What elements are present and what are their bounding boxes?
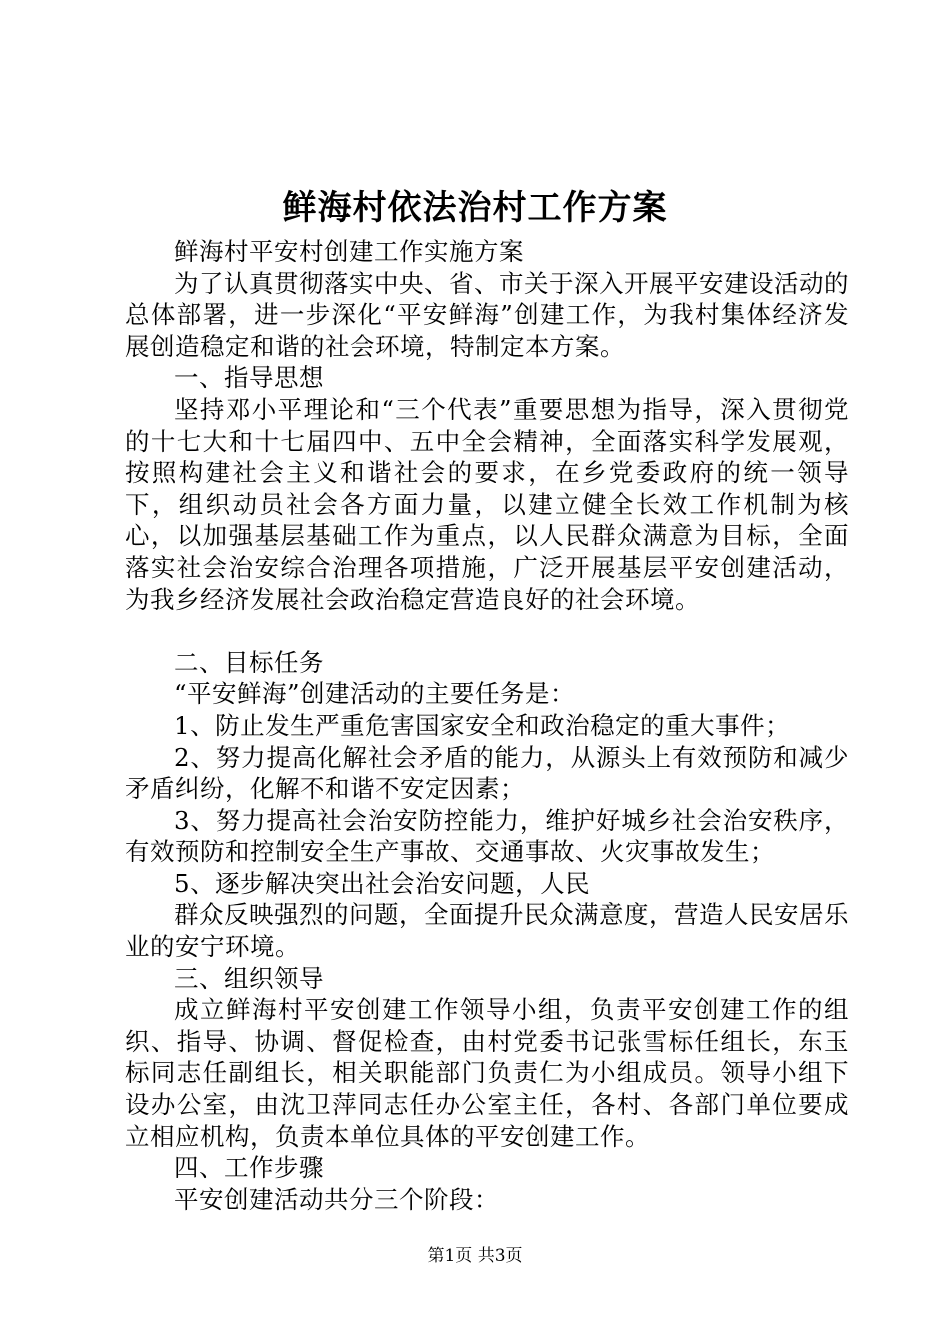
intro-paragraph: 为了认真贯彻落实中央、省、市关于深入开展平安建设活动的总体部署，进一步深化“平安鲜海”创建工作，为我村集体经济发展创造稳定和谐的社会环境，特制定本方案。	[125, 268, 849, 361]
goal-item-1: 1、防止发生严重危害国家安全和政治稳定的重大事件；	[174, 710, 791, 740]
document-body	[125, 236, 849, 1215]
document-title: 鲜海村依法治村工作方案	[282, 188, 668, 228]
section-heading-organization: 三、组织领导	[174, 963, 324, 993]
goals-intro-paragraph: “平安鲜海”创建活动的主要任务是：	[174, 679, 576, 709]
goal-item-5-continued: 群众反映强烈的问题，全面提升民众满意度，营造人民安居乐业的安宁环境。	[125, 900, 849, 962]
goal-item-2: 2、努力提高化解社会矛盾的能力，从源头上有效预防和减少矛盾纠纷，化解不和谐不安定因素；	[125, 742, 849, 804]
page-number-footer: 第1页 共3页	[427, 1246, 523, 1266]
section-heading-work-steps: 四、工作步骤	[174, 1153, 324, 1183]
work-steps-paragraph: 平安创建活动共分三个阶段：	[174, 1184, 499, 1214]
subtitle-paragraph: 鲜海村平安村创建工作实施方案	[174, 237, 524, 266]
section-heading-guiding-thought: 一、指导思想	[174, 363, 324, 393]
section-heading-goals: 二、目标任务	[174, 647, 324, 677]
organization-paragraph: 成立鲜海村平安创建工作领导小组，负责平安创建工作的组织、指导、协调、督促检查，由村党委书记张雪标任组长，东玉标同志任副组长，相关职能部门负责仁为小组成员。领导小组下设办公室，由沈卫萍同志任办公室主任，各村、各部门单位要成立相应机构，负责本单位具体的平安创建工作。	[125, 995, 849, 1151]
guiding-thought-paragraph: 坚持邓小平理论和“三个代表”重要思想为指导，深入贯彻党的十七大和十七届四中、五中全会精神，全面落实科学发展观，按照构建社会主义和谐社会的要求，在乡党委政府的统一领导下，组织动员社会各方面力量，以建立健全长效工作机制为核心，以加强基层基础工作为重点，以人民群众满意为目标，全面落实社会治安综合治理各项措施，广泛开展基层平安创建活动，为我乡经济发展社会政治稳定营造良好的社会环境。	[125, 394, 849, 614]
goal-item-3: 3、努力提高社会治安防控能力，维护好城乡社会治安秩序，有效预防和控制安全生产事故、交通事故、火灾事故发生；	[125, 805, 849, 867]
goal-item-5: 5、逐步解决突出社会治安问题，人民	[174, 868, 591, 898]
